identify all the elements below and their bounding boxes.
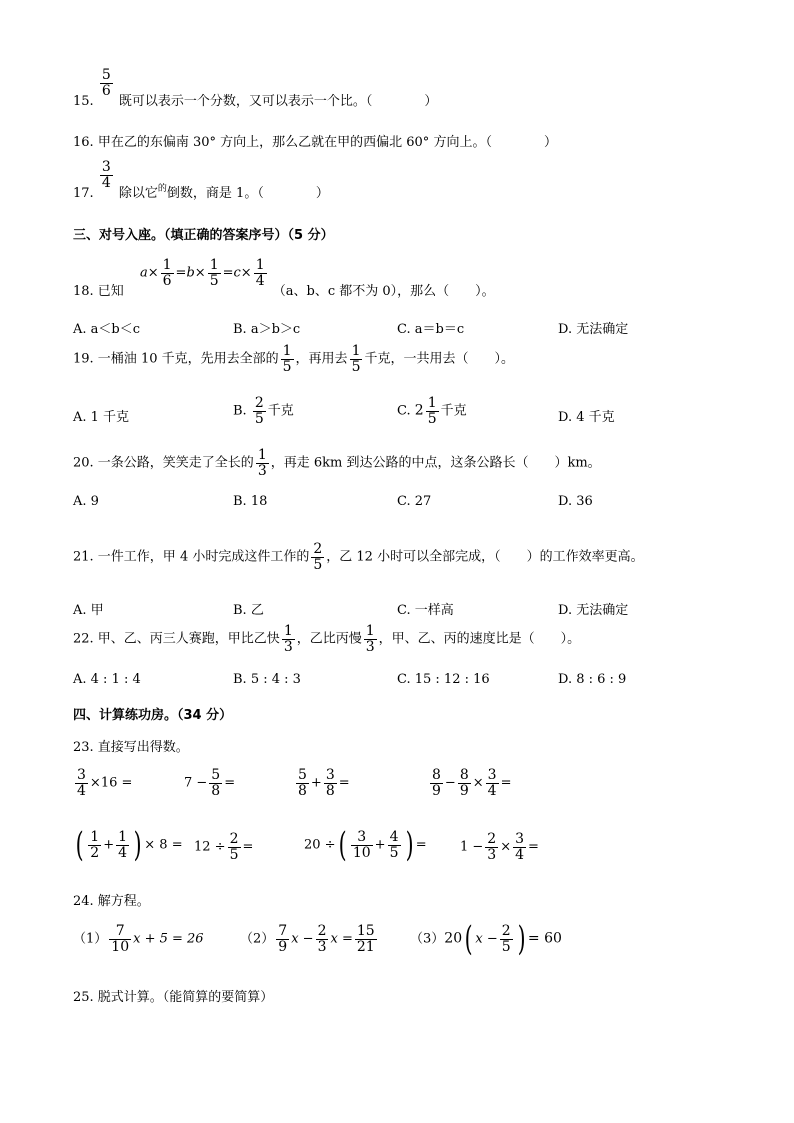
option-text: 千克 <box>440 403 467 419</box>
numerator: 1 <box>283 623 293 639</box>
equation-2 <box>240 924 379 954</box>
denominator: 5 <box>229 846 239 863</box>
denominator: 9 <box>432 782 441 799</box>
option-c[interactable]: C. 一样高 <box>397 603 454 618</box>
equation-text: x + 5 = 26 <box>133 931 204 947</box>
operator: − <box>444 775 456 791</box>
option-d[interactable]: D. 36 <box>558 494 593 509</box>
fraction <box>109 924 131 954</box>
fraction <box>324 768 337 798</box>
numerator: 5 <box>101 67 111 83</box>
numerator: 1 <box>257 447 267 463</box>
numerator: 2 <box>501 922 511 939</box>
numerator: 1 <box>209 257 219 273</box>
whole-number: 2 <box>414 402 424 419</box>
fraction <box>426 396 439 426</box>
denominator: 10 <box>352 844 371 861</box>
question-text: ，再走 6km 到达公路的中点，这条公路长（ ）km。 <box>270 455 601 471</box>
numerator: 5 <box>211 767 221 783</box>
option-c[interactable]: C. a＝b＝c <box>397 322 465 337</box>
option-d[interactable]: D. 无法确定 <box>558 322 629 337</box>
operator: + <box>374 837 386 853</box>
option-label: B. <box>233 403 247 419</box>
option-c[interactable]: C. 27 <box>397 494 432 509</box>
equation-label: （2） <box>240 931 275 947</box>
fraction <box>355 924 377 954</box>
operator: + <box>310 775 322 791</box>
fraction <box>209 768 222 798</box>
denominator: 3 <box>283 638 293 655</box>
option-b[interactable]: B. a＞b＞c <box>233 322 301 337</box>
question-text: 千克，一共用去（ ）。 <box>364 351 514 367</box>
equals-sign: = <box>175 265 187 281</box>
denominator: 5 <box>351 358 361 375</box>
expression-4 <box>428 768 511 798</box>
numerator: 2 <box>317 923 327 939</box>
option-b[interactable]: B. 乙 <box>233 603 264 618</box>
denominator: 8 <box>325 782 335 799</box>
equals-sign: = <box>242 839 254 855</box>
paren: ) <box>405 825 414 865</box>
fraction <box>350 344 363 374</box>
question-20 <box>73 448 601 478</box>
numerator: 2 <box>487 831 497 847</box>
question-21 <box>73 542 644 572</box>
fraction <box>256 448 269 478</box>
option-a[interactable]: A. a＜b＜c <box>73 322 141 337</box>
equation-text: x = <box>330 931 353 947</box>
operator: × <box>472 775 484 791</box>
question-24-title: 24. 解方程。 <box>73 894 150 909</box>
var-c: c <box>233 265 241 281</box>
numerator: 1 <box>255 257 265 273</box>
question-text: 20. 一条公路，笑笑走了全长的 <box>73 455 254 471</box>
numerator: 3 <box>515 831 525 847</box>
denominator: 5 <box>389 844 399 861</box>
equation-text: 20 <box>444 930 463 947</box>
numerator: 7 <box>115 923 125 939</box>
fraction <box>282 624 295 654</box>
denominator: 5 <box>209 272 219 289</box>
question-17 <box>73 159 329 201</box>
denominator: 6 <box>101 82 111 99</box>
question-text: 19. 一桶油 10 千克，先用去全部的 <box>73 351 279 367</box>
numerator: 2 <box>229 831 239 847</box>
fraction <box>388 830 401 860</box>
fraction <box>281 344 294 374</box>
numerator: 1 <box>90 828 100 845</box>
option-a[interactable]: A. 4 : 1 : 4 <box>73 672 141 687</box>
fraction <box>161 258 174 288</box>
question-18 <box>73 257 495 299</box>
option-a[interactable]: A. 甲 <box>73 603 104 618</box>
numerator: 1 <box>427 395 437 411</box>
expression-text: × 8 = <box>144 837 183 853</box>
option-a[interactable]: A. 1 千克 <box>73 410 130 425</box>
times-sign: × <box>240 265 252 281</box>
question-number: 18. 已知 <box>73 283 124 299</box>
denominator: 9 <box>459 782 469 799</box>
denominator: 3 <box>257 462 267 479</box>
numerator: 3 <box>77 767 86 783</box>
option-d[interactable]: D. 8 : 6 : 9 <box>558 672 627 687</box>
paren: ) <box>133 825 142 865</box>
section-heading: 四、计算练功房。（34 分） <box>73 708 233 723</box>
fraction <box>254 258 267 288</box>
question-text: ，乙比丙慢 <box>296 631 362 647</box>
question-22 <box>73 624 580 654</box>
paren: ( <box>75 825 84 865</box>
denominator: 3 <box>487 846 497 863</box>
expression-text: 1 − <box>460 839 484 855</box>
superscript-char: 的 <box>157 183 167 194</box>
fraction <box>351 830 373 860</box>
fraction <box>311 542 324 572</box>
equals-sign: = <box>338 775 350 791</box>
expression-text: 7 − <box>184 775 208 791</box>
denominator: 3 <box>317 938 327 955</box>
question-text: ，再用去 <box>295 351 348 367</box>
fraction <box>100 160 113 190</box>
paren: ( <box>464 919 473 959</box>
numerator: 1 <box>351 343 361 359</box>
expression-text: 12 ÷ <box>194 839 226 855</box>
expression-text: 20 ÷ <box>304 837 336 853</box>
equation-text: x − <box>475 931 498 947</box>
numerator: 3 <box>325 767 335 783</box>
question-text: 21. 一件工作，甲 4 小时完成这件工作的 <box>73 549 310 565</box>
option-d[interactable]: D. 4 千克 <box>558 410 615 425</box>
expression-text: = <box>224 775 236 791</box>
equals-sign: = <box>222 265 234 281</box>
paren: ) <box>517 919 526 959</box>
numerator: 1 <box>365 623 375 639</box>
expression-1 <box>73 768 132 798</box>
denominator: 5 <box>427 410 437 427</box>
numerator: 5 <box>298 767 307 783</box>
fraction <box>88 830 101 860</box>
fraction <box>253 396 266 426</box>
fraction <box>500 924 513 954</box>
option-label: C. <box>397 403 411 419</box>
question-25-title: 25. 脱式计算。（能简算的要简算） <box>73 990 274 1005</box>
equation-3 <box>410 919 562 959</box>
equals-sign: = <box>500 775 512 791</box>
operator: + <box>103 837 115 853</box>
var-b: b <box>186 265 195 281</box>
expression-text: ×16 = <box>89 775 133 791</box>
expression-6 <box>194 832 253 862</box>
option-c[interactable]: C. 15 : 12 : 16 <box>397 672 490 687</box>
denominator: 21 <box>356 938 375 955</box>
option-b[interactable] <box>233 396 294 426</box>
question-text: 倒数，商是 1。（ ） <box>166 185 329 201</box>
equation-text: x − <box>291 931 314 947</box>
fraction <box>513 832 526 862</box>
denominator: 5 <box>282 358 292 375</box>
equals-sign: = <box>528 839 539 855</box>
denominator: 10 <box>111 938 130 955</box>
expression-7 <box>304 825 427 865</box>
expression-8 <box>460 832 539 862</box>
numerator: 3 <box>357 828 367 845</box>
numerator: 3 <box>101 159 111 175</box>
numerator: 8 <box>432 767 441 783</box>
question-23-title: 23. 直接写出得数。 <box>73 740 189 755</box>
fraction <box>116 830 129 860</box>
denominator: 4 <box>255 272 265 289</box>
expression-2 <box>184 768 235 798</box>
operator: × <box>500 839 512 855</box>
numerator: 7 <box>278 923 288 939</box>
numerator: 15 <box>356 923 375 939</box>
equation-1 <box>73 924 204 954</box>
option-b[interactable]: B. 18 <box>233 494 268 509</box>
equals-sign: = <box>415 837 427 853</box>
fraction <box>228 832 241 862</box>
option-b[interactable]: B. 5 : 4 : 3 <box>233 672 301 687</box>
denominator: 3 <box>365 638 375 655</box>
expression-3 <box>294 768 350 798</box>
question-15 <box>73 67 438 109</box>
equation-label: （3） <box>410 931 445 947</box>
question-text: 甲在乙的东偏南 30° 方向上，那么乙就在甲的西偏北 60° 方向上。（ ） <box>97 135 557 150</box>
question-16 <box>73 131 557 150</box>
option-d[interactable]: D. 无法确定 <box>558 603 629 618</box>
numerator: 1 <box>282 343 292 359</box>
fraction <box>208 258 221 288</box>
fraction <box>430 768 443 798</box>
denominator: 8 <box>298 782 307 799</box>
fraction <box>276 924 289 954</box>
denominator: 4 <box>101 174 111 191</box>
numerator: 1 <box>162 257 172 273</box>
question-text: 22. 甲、乙、丙三人赛跑，甲比乙快 <box>73 631 280 647</box>
denominator: 4 <box>515 846 525 863</box>
question-text: （a、b、c 都不为 0），那么（ ）。 <box>272 283 495 299</box>
expression-5 <box>73 825 183 865</box>
denominator: 2 <box>90 844 100 861</box>
question-number: 16. <box>73 135 94 150</box>
var-a: a <box>139 265 148 281</box>
fraction <box>75 768 88 798</box>
fraction <box>100 68 113 98</box>
numerator: 2 <box>313 541 323 557</box>
option-text: 千克 <box>267 403 294 419</box>
denominator: 4 <box>77 782 86 799</box>
section-heading: 三、对号入座。（填正确的答案序号）（5 分） <box>73 228 334 243</box>
denominator: 9 <box>278 938 288 955</box>
fraction <box>364 624 377 654</box>
equation-text: = 60 <box>527 930 562 947</box>
numerator: 2 <box>254 395 264 411</box>
option-a[interactable]: A. 9 <box>73 494 99 509</box>
question-text: 除以它 <box>118 185 158 201</box>
numerator: 8 <box>459 767 469 783</box>
denominator: 8 <box>211 782 221 799</box>
question-text: ，乙 12 小时可以全部完成，（ ）的工作效率更高。 <box>326 549 644 565</box>
numerator: 3 <box>487 767 497 783</box>
fraction <box>296 768 309 798</box>
question-19 <box>73 344 514 374</box>
paren: ( <box>338 825 347 865</box>
denominator: 6 <box>162 272 172 289</box>
question-text: 既可以表示一个分数，又可以表示一个比。（ ） <box>118 93 438 109</box>
denominator: 5 <box>501 938 511 955</box>
fraction <box>316 924 329 954</box>
denominator: 5 <box>313 556 323 573</box>
question-number: 15. <box>73 93 94 109</box>
fraction <box>458 768 471 798</box>
times-sign: × <box>147 265 159 281</box>
fraction <box>486 768 499 798</box>
numerator: 1 <box>118 828 128 845</box>
question-number: 17. <box>73 185 94 201</box>
fraction <box>485 832 498 862</box>
question-text: ，甲、乙、丙的速度比是（ ）。 <box>378 631 581 647</box>
times-sign: × <box>194 265 206 281</box>
numerator: 4 <box>389 828 399 845</box>
option-c[interactable] <box>397 396 467 426</box>
denominator: 4 <box>118 844 128 861</box>
denominator: 4 <box>487 782 497 799</box>
denominator: 5 <box>254 410 264 427</box>
equation-label: （1） <box>73 931 108 947</box>
